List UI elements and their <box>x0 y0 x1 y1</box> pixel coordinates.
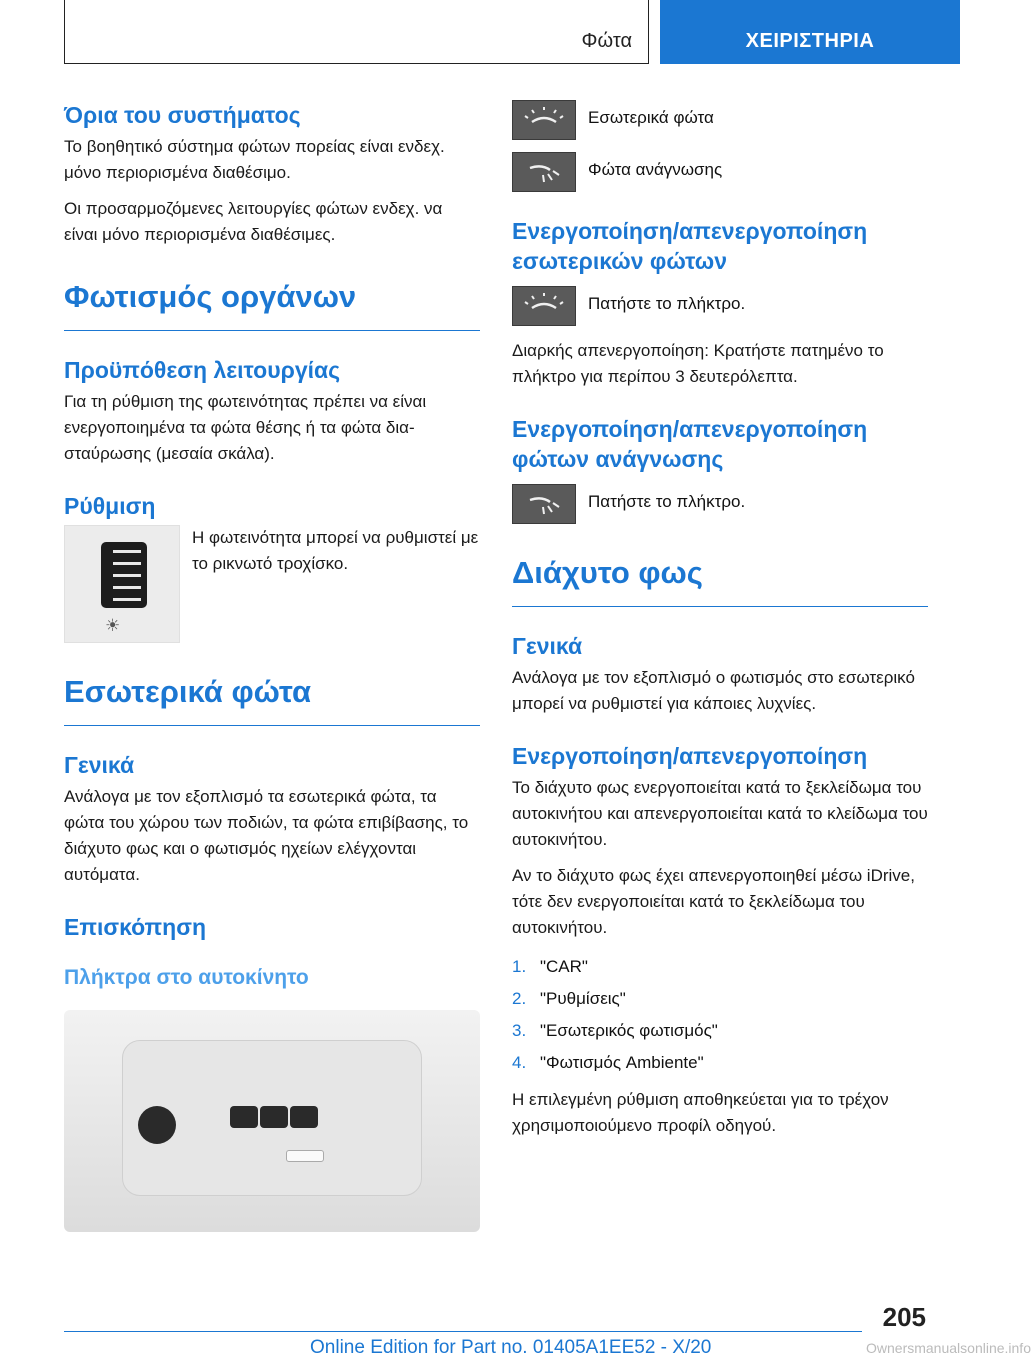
list-item: 2. "Ρυθμίσεις" <box>512 989 626 1008</box>
precondition-heading: Προϋπόθεση λειτουργίας <box>64 357 341 383</box>
roof-console-illustration <box>64 1010 480 1232</box>
thumbwheel-illustration <box>64 525 180 643</box>
reading-light-key-icon <box>512 152 576 192</box>
adjustment-row <box>64 525 480 643</box>
press-reading-row <box>512 484 928 524</box>
general-heading: Γενικά <box>64 752 135 778</box>
edition-footer: Online Edition for Part no. 01405A1EE52 - X/20 <box>310 1337 712 1358</box>
adjustment-heading: Ρύθμιση <box>64 493 156 519</box>
header-frame <box>64 0 649 64</box>
limits-paragraph-1: Το βοηθητικό σύστημα φώτων πορείας είναι ενδεχ. μόνο περιορισμένα διαθέσιμο. <box>64 137 445 182</box>
ambient-light-heading: Διάχυτο φως <box>512 554 928 607</box>
sos-button-icon <box>138 1106 176 1144</box>
limits-paragraph-2: Οι προσαρμοζόμενες λειτουργίες φώτων ενδεχ. να είναι μόνο περιορισμένα διαθέσιμες. <box>64 199 443 244</box>
right-column <box>512 100 928 1149</box>
switch-icon <box>286 1150 324 1162</box>
key-row-reading <box>512 152 928 192</box>
chapter-tab: ΧΕΙΡΙΣΤΗΡΙΑ <box>660 0 960 64</box>
ambient-general-heading: Γενικά <box>512 633 583 659</box>
activation-paragraph-1: Το διάχυτο φως ενεργοποιείται κατά το ξεκλείδωμα του αυτοκινήτου και απενεργοποιείται κατά το κλείδωμα του αυτοκινήτου. <box>512 778 928 849</box>
reading-light-key-icon-2 <box>512 484 576 524</box>
list-item: 3. "Εσωτερικός φωτισμός" <box>512 1021 718 1040</box>
interior-light-label: Εσωτερικά φώτα <box>588 108 714 127</box>
instrument-lighting-heading: Φωτισμός οργάνων <box>64 278 480 331</box>
overview-heading: Επισκόπηση <box>64 914 206 940</box>
saved-setting-paragraph: Η επιλεγμένη ρύθμιση αποθηκεύεται για το τρέχον χρησιμοποιούμενο προφίλ οδηγού. <box>512 1090 889 1135</box>
precondition-paragraph: Για τη ρύθμιση της φωτεινότητας πρέπει να είναι ενεργοποιημένα τα φώτα θέσης ή τα φώτα διασταύρωσης (μεσαία σκάλα). <box>64 392 427 463</box>
press-interior-row <box>512 286 928 326</box>
activate-interior-heading: Ενεργοποίηση/απενεργοποίηση εσωτερικών φώτων <box>512 218 868 274</box>
activation-heading: Ενεργοποίηση/απενεργοποίηση <box>512 743 868 769</box>
buttons-heading: Πλήκτρα στο αυτοκίνητο <box>64 966 309 989</box>
press-key-text-2: Πατήστε το πλήκτρο. <box>588 492 746 511</box>
activate-reading-heading: Ενεργοποίηση/απενεργοποίηση φώτων ανάγνωσης <box>512 416 868 472</box>
list-item: 1. "CAR" <box>512 957 588 976</box>
list-item: 4. "Φωτισμός Ambiente" <box>512 1053 704 1072</box>
activation-paragraph-2: Αν το διάχυτο φως έχει απενεργοποιηθεί μέσω iDrive, τότε δεν ενεργοποιείται κατά το ξεκλείδωμα του αυτοκινήτου. <box>512 866 915 937</box>
thumbwheel-icon <box>101 542 147 608</box>
permanent-off-paragraph: Διαρκής απενεργοποίηση: Κρατήστε πατημένο το πλήκτρο για περίπου 3 δευτερόλεπτα. <box>512 341 884 386</box>
interior-light-key-icon-2 <box>512 286 576 326</box>
interior-light-key-icon <box>512 100 576 140</box>
instrument-light-icon: ☀ <box>105 616 121 635</box>
idrive-steps-list <box>512 951 928 1079</box>
left-column <box>64 100 480 1232</box>
press-key-text-1: Πατήστε το πλήκτρο. <box>588 294 746 313</box>
reading-light-right-icon <box>290 1106 318 1128</box>
page-number: 205 <box>882 1302 926 1332</box>
interior-lights-heading: Εσωτερικά φώτα <box>64 673 480 726</box>
limits-heading: Όρια του συστήματος <box>64 102 301 128</box>
key-row-interior <box>512 100 928 140</box>
general-paragraph: Ανάλογα με τον εξοπλισμό τα εσωτερικά φώτα, τα φώτα του χώρου των ποδιών, τα φώτα επιβίβασης, το διάχυτο φως και ο φωτισμός ηχείων ελέγχονται αυτόματα. <box>64 787 469 884</box>
ambient-general-paragraph: Ανάλογα με τον εξοπλισμό ο φωτισμός στο εσωτερικό μπορεί να ρυθμιστεί για κάποιες λυχνίες. <box>512 668 915 713</box>
reading-light-left-icon <box>230 1106 258 1128</box>
adjustment-paragraph: Η φωτεινότητα μπορεί να ρυθμιστεί με το ρικνωτό τροχίσκο. <box>192 528 479 573</box>
reading-light-label: Φώτα ανάγνωσης <box>588 160 723 179</box>
interior-light-icon <box>260 1106 288 1128</box>
watermark: Ownersmanualsonline.info <box>866 1340 1031 1356</box>
section-title: Φώτα <box>581 30 632 52</box>
footer-divider <box>64 1331 862 1332</box>
